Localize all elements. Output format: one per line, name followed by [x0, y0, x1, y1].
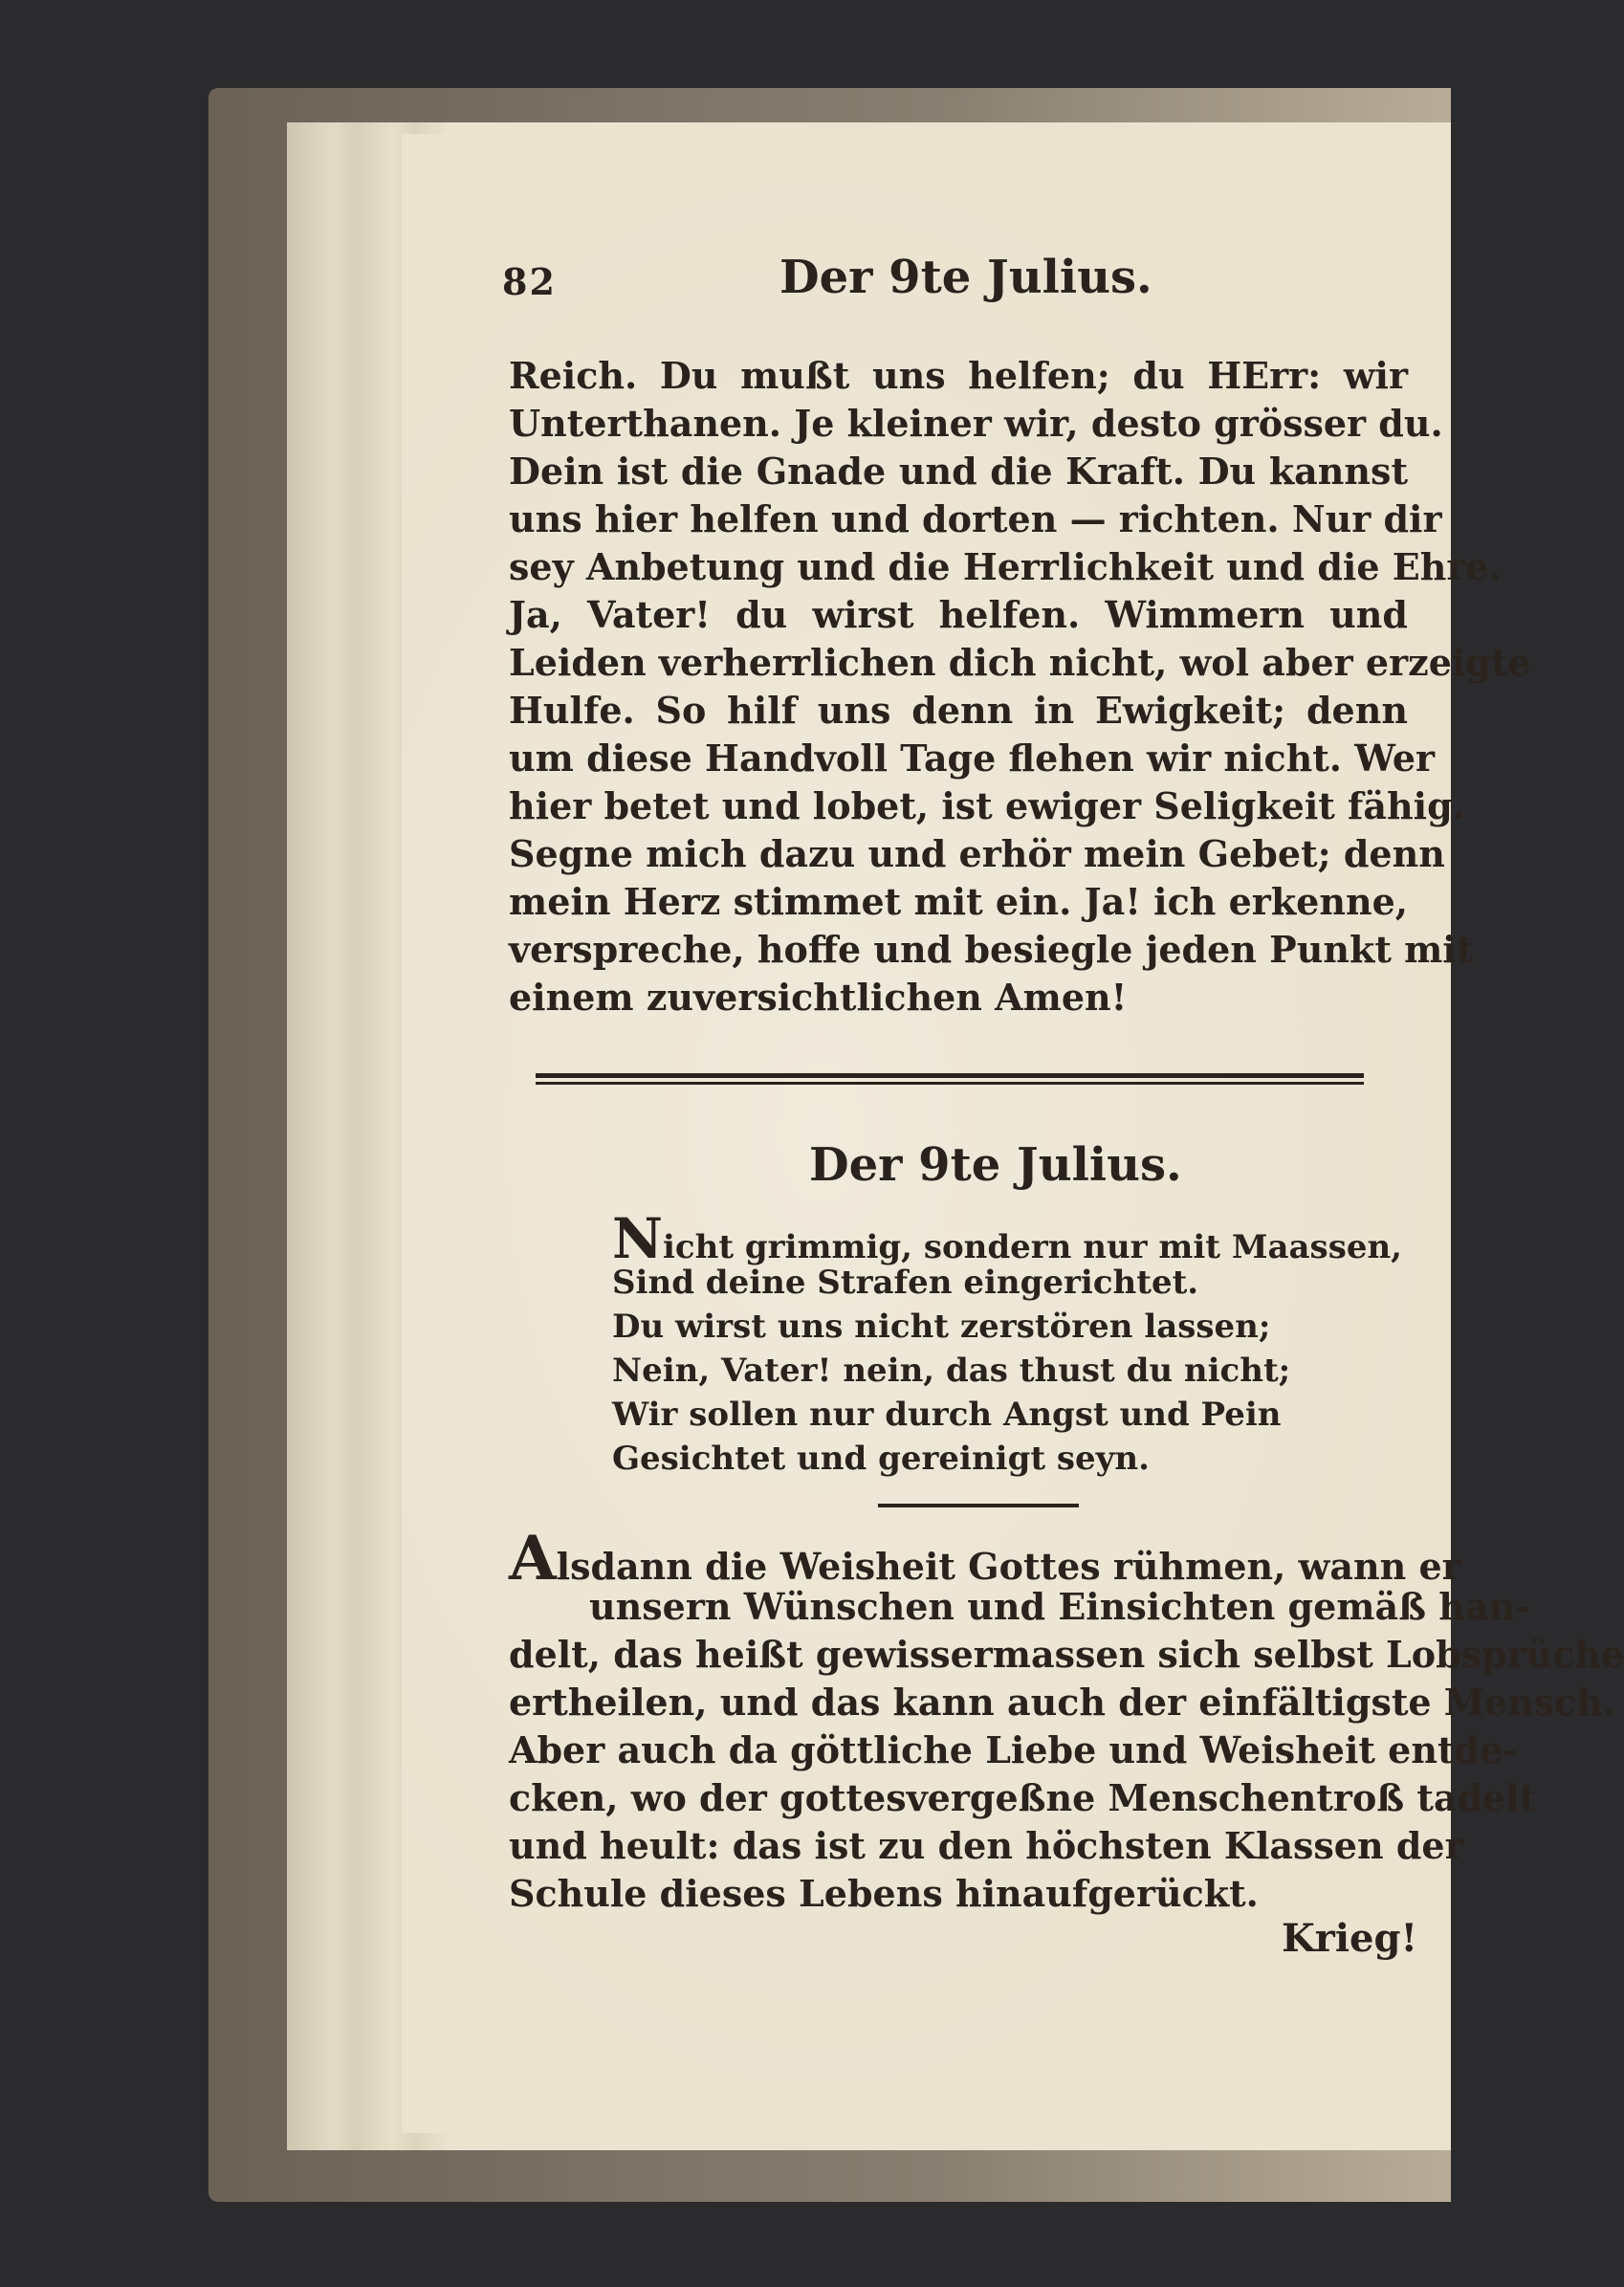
text-line [509, 1523, 1461, 1594]
text-line: hier betet und lobet, ist ewiger Seligkeit fähig. [509, 784, 1465, 827]
catchword: Krieg! [1282, 1916, 1418, 1961]
section-divider [536, 1073, 1364, 1089]
drop-cap: A [509, 1523, 557, 1594]
divider-thick-line [536, 1073, 1364, 1078]
verse-line: Gesichtet und gereinigt seyn. [612, 1440, 1150, 1478]
verse-line [612, 1206, 1403, 1271]
divider-thin-line [536, 1082, 1364, 1085]
text-line: um diese Handvoll Tage flehen wir nicht. Wer [509, 737, 1436, 780]
verse-line: Du wirst uns nicht zerstören lassen; [612, 1308, 1271, 1346]
section-title: Der 9te Julius. [809, 1138, 1182, 1192]
text-line: Aber auch da göttliche Liebe und Weisheit entde- [509, 1728, 1519, 1771]
text-line: verspreche, hoffe und besiegle jeden Punkt mit [509, 928, 1474, 971]
verse-line: Nein, Vater! nein, das thust du nicht; [612, 1352, 1291, 1390]
page-number: 82 [502, 260, 557, 303]
text-line: einem zuversichtlichen Amen! [509, 976, 1128, 1019]
text-line: ertheilen, und das kann auch der einfältigste Mensch. [509, 1681, 1616, 1724]
short-divider [878, 1504, 1079, 1507]
text-line: delt, das heißt gewissermassen sich selbst Lobsprüche [509, 1633, 1624, 1676]
text-line-rest: lsdann die Weisheit Gottes rühmen, wann er [556, 1545, 1461, 1588]
verse-initial: N [612, 1206, 664, 1271]
text-line: uns hier helfen und dorten — richten. Nur dir [509, 497, 1442, 540]
verse-line-text: icht grimmig, sondern nur mit Maassen, [663, 1228, 1403, 1266]
text-line: Leiden verherrlichen dich nicht, wol aber erzeigte [509, 641, 1531, 684]
text-line: Unterthanen. Je kleiner wir, desto grösser du. [509, 402, 1443, 445]
verse-line: Sind deine Strafen eingerichtet. [612, 1264, 1199, 1302]
text-line: Ja, Vater! du wirst helfen. Wimmern und [509, 593, 1408, 636]
text-line: Hulfe. So hilf uns denn in Ewigkeit; denn [509, 689, 1408, 732]
running-header [502, 251, 1401, 318]
text-line: Schule dieses Lebens hinaufgerückt. [509, 1872, 1259, 1915]
text-line: und heult: das ist zu den höchsten Klassen der [509, 1824, 1464, 1867]
verse-block [612, 1206, 1403, 1481]
text-line: Dein ist die Gnade und die Kraft. Du kannst [509, 450, 1408, 493]
verse-line: Wir sollen nur durch Angst und Pein [612, 1396, 1282, 1434]
text-line: Segne mich dazu und erhör mein Gebet; denn [509, 832, 1445, 875]
text-line: unsern Wünschen und Einsichten gemäß han- [589, 1585, 1530, 1628]
text-line: mein Herz stimmet mit ein. Ja! ich erkenne, [509, 880, 1408, 923]
prayer-paragraph [509, 352, 1531, 1022]
reflection-paragraph [509, 1523, 1624, 1918]
header-title: Der 9te Julius. [779, 251, 1152, 304]
text-line: Reich. Du mußt uns helfen; du HErr: wir [509, 354, 1408, 397]
text-line: sey Anbetung und die Herrlichkeit und die Ehre. [509, 545, 1502, 588]
text-line: cken, wo der gottesvergeßne Menschentroß tadelt [509, 1776, 1537, 1819]
